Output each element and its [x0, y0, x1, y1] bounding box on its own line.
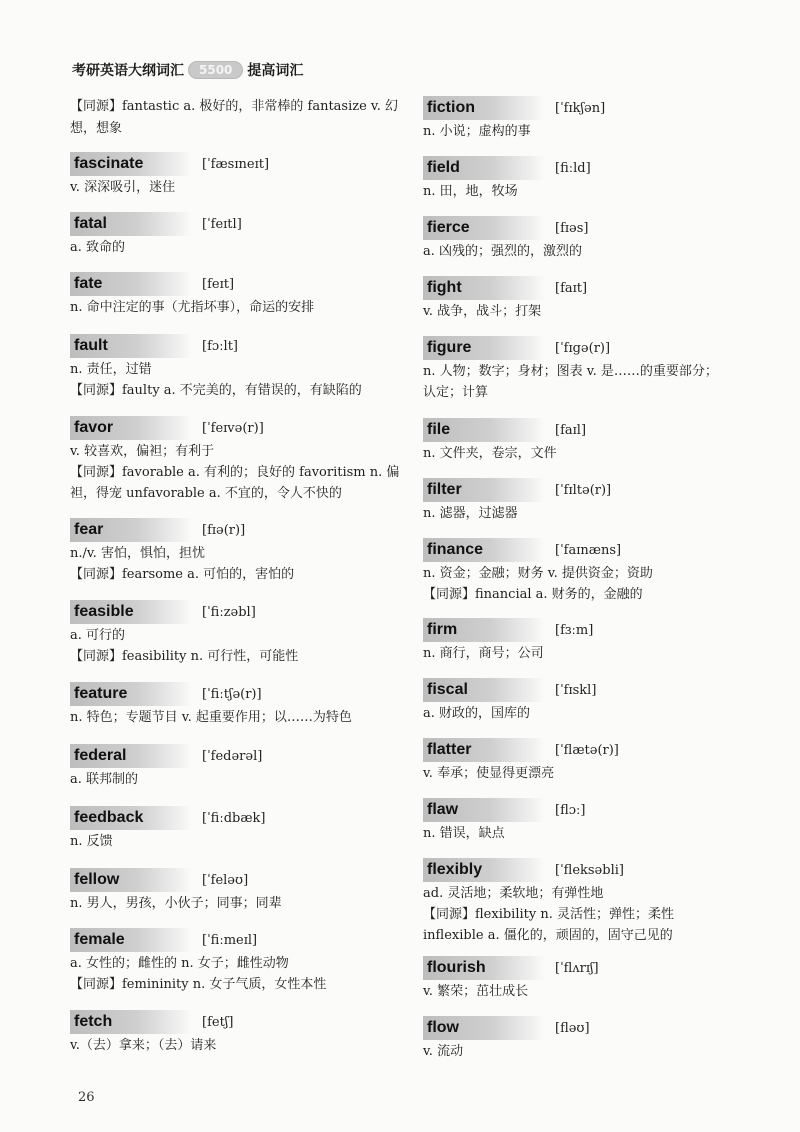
headword: fear	[70, 518, 192, 542]
related-words-line: 认定；计算	[423, 385, 489, 400]
vocab-entry	[423, 956, 758, 1002]
headword: fight	[423, 276, 545, 300]
pronunciation: [fetʃ]	[202, 1014, 234, 1030]
pronunciation: [fləʊ]	[555, 1020, 590, 1036]
definition-line: v. 奉承；使显得更漂亮	[423, 766, 555, 781]
headword-bar	[70, 682, 405, 706]
vocab-entry	[70, 600, 405, 667]
pronunciation: [fɪə(r)]	[202, 522, 246, 538]
headword: feature	[70, 682, 192, 706]
headword-bar	[70, 152, 405, 176]
related-words-line: 【同源】favorable a. 有利的；良好的 favoritism n. 偏	[70, 465, 400, 480]
headword: figure	[423, 336, 545, 360]
vocab-entry	[423, 538, 758, 605]
headword-bar	[423, 276, 758, 300]
definition-line: n. 责任，过错	[70, 362, 152, 377]
definition-line: n. 男人，男孩，小伙子；同事；同辈	[70, 896, 282, 911]
pronunciation: [ˈfleksəbli]	[555, 862, 624, 878]
pronunciation: [ˈflʌrɪʃ]	[555, 960, 599, 976]
headword-bar	[70, 744, 405, 768]
vocab-entry	[423, 738, 758, 784]
headword-bar	[70, 272, 405, 296]
headword-bar	[70, 806, 405, 830]
pronunciation: [ˈfeɪtl]	[202, 216, 242, 232]
headword: fascinate	[70, 152, 192, 176]
definition-line: n. 小说；虚构的事	[423, 124, 531, 139]
pronunciation: [feɪt]	[202, 276, 235, 292]
headword: federal	[70, 744, 192, 768]
headword: fatal	[70, 212, 192, 236]
definition-line: a. 凶残的；强烈的，激烈的	[423, 244, 583, 259]
headword: firm	[423, 618, 545, 642]
vocab-entry	[423, 276, 758, 322]
headword: fate	[70, 272, 192, 296]
vocab-entry	[70, 744, 405, 790]
vocab-entry	[70, 416, 405, 504]
headword-bar	[423, 216, 758, 240]
related-words-line: 【同源】flexibility n. 灵活性；弹性；柔性	[423, 907, 674, 922]
related-words-line: 【同源】femininity n. 女子气质，女性本性	[70, 977, 327, 992]
pronunciation: [ˈfɪltə(r)]	[555, 482, 612, 498]
related-words-line: 【同源】feasibility n. 可行性，可能性	[70, 649, 299, 664]
headword-bar	[423, 96, 758, 120]
vocab-entry	[70, 928, 405, 995]
vocab-entry	[70, 518, 405, 585]
vocab-entry	[423, 336, 758, 403]
pronunciation: [ˈfæsɪneɪt]	[202, 156, 270, 172]
headword-bar	[423, 798, 758, 822]
definition-line: n. 滤器，过滤器	[423, 506, 518, 521]
definition-line: a. 财政的，国库的	[423, 706, 531, 721]
headword: filter	[423, 478, 545, 502]
headword-bar	[423, 738, 758, 762]
headword-bar	[70, 416, 405, 440]
vocab-entry	[423, 478, 758, 524]
definition-line: v. 繁荣；茁壮成长	[423, 984, 529, 999]
headword-bar	[70, 600, 405, 624]
definition-line: n. 命中注定的事（尤指坏事），命运的安排	[70, 300, 315, 315]
pronunciation: [ˈfiːzəbl]	[202, 604, 256, 620]
headword-bar	[70, 518, 405, 542]
page-number: 26	[78, 1090, 95, 1105]
vocab-entry	[423, 798, 758, 844]
headword: flatter	[423, 738, 545, 762]
pronunciation: [ˈfedərəl]	[202, 748, 263, 764]
intro-line: 【同源】fantastic a. 极好的，非常棒的 fantasize v. 幻	[70, 99, 399, 114]
pronunciation: [fɜːm]	[555, 622, 594, 638]
related-words-line: 【同源】financial a. 财务的，金融的	[423, 587, 643, 602]
vocab-entry	[70, 1010, 405, 1056]
definition-line: a. 致命的	[70, 240, 126, 255]
vocab-entry	[423, 618, 758, 664]
vocab-entry	[423, 96, 758, 142]
pronunciation: [ˈfeɪvə(r)]	[202, 420, 264, 436]
definition-line: n. 反馈	[70, 834, 113, 849]
definition-line: n. 文件夹，卷宗，文件	[423, 446, 557, 461]
pronunciation: [ˈflætə(r)]	[555, 742, 619, 758]
pronunciation: [fɔːlt]	[202, 338, 238, 354]
related-words-line: 袒，得宠 unfavorable a. 不宜的，令人不快的	[70, 486, 342, 501]
pronunciation: [ˈfɪkʃən]	[555, 100, 606, 116]
definition-line: a. 联邦制的	[70, 772, 139, 787]
headword-bar	[423, 678, 758, 702]
headword: fiscal	[423, 678, 545, 702]
headword: flourish	[423, 956, 545, 980]
vocab-entry	[70, 212, 405, 258]
headword: female	[70, 928, 192, 952]
pronunciation: [flɔː]	[555, 802, 586, 818]
headword: flow	[423, 1016, 545, 1040]
intro-line: 想，想象	[70, 121, 123, 136]
headword: flexibly	[423, 858, 545, 882]
definition-line: n. 特色；专题节目 v. 起重要作用；以……为特色	[70, 710, 352, 725]
pronunciation: [ˈfeləʊ]	[202, 872, 249, 888]
vocab-entry	[70, 868, 405, 914]
pronunciation: [faɪl]	[555, 422, 587, 438]
vocab-entry	[70, 806, 405, 852]
headword-bar	[423, 1016, 758, 1040]
header-subtitle: 提高词汇	[247, 63, 304, 79]
definition-line: a. 可行的	[70, 628, 126, 643]
related-words-line: 【同源】fearsome a. 可怕的，害怕的	[70, 567, 295, 582]
header-badge: 5500	[188, 61, 243, 79]
headword: feasible	[70, 600, 192, 624]
headword-bar	[70, 212, 405, 236]
vocab-entry	[70, 334, 405, 401]
pronunciation: [faɪt]	[555, 280, 588, 296]
headword: fierce	[423, 216, 545, 240]
definition-line: v. 深深吸引，迷住	[70, 180, 176, 195]
definition-line: n. 田，地，牧场	[423, 184, 518, 199]
headword: flaw	[423, 798, 545, 822]
related-words-line: 【同源】faulty a. 不完美的，有错误的，有缺陷的	[70, 383, 362, 398]
definition-line: n. 人物；数字；身材；图表 v. 是……的重要部分；	[423, 364, 718, 379]
pronunciation: [fiːld]	[555, 160, 591, 176]
headword: fellow	[70, 868, 192, 892]
headword: finance	[423, 538, 545, 562]
running-header	[72, 60, 303, 80]
headword-bar	[423, 956, 758, 980]
header-title: 考研英语大纲词汇	[72, 63, 184, 79]
pronunciation: [ˈfɪskl]	[555, 682, 597, 698]
vocab-entry	[423, 1016, 758, 1062]
vocab-entry	[423, 678, 758, 724]
headword: file	[423, 418, 545, 442]
vocab-entry	[423, 156, 758, 202]
definition-line: ad. 灵活地；柔软地；有弹性地	[423, 886, 604, 901]
vocab-entry	[423, 858, 758, 946]
vocab-entry	[70, 272, 405, 318]
headword-bar	[423, 538, 758, 562]
headword-bar	[423, 336, 758, 360]
headword: feedback	[70, 806, 192, 830]
related-words-line: inflexible a. 僵化的，顽固的，固守己见的	[423, 928, 673, 943]
definition-line: v.（去）拿来；（去）请来	[70, 1038, 217, 1053]
headword-bar	[70, 334, 405, 358]
vocab-entry	[70, 682, 405, 728]
headword-bar	[423, 618, 758, 642]
headword-bar	[423, 858, 758, 882]
vocab-entry	[70, 152, 405, 198]
headword: field	[423, 156, 545, 180]
definition-line: n. 错误，缺点	[423, 826, 505, 841]
definition-line: v. 较喜欢，偏袒；有利于	[70, 444, 215, 459]
pronunciation: [ˈfiːtʃə(r)]	[202, 686, 262, 702]
headword-bar	[70, 868, 405, 892]
definition-line: n. 资金；金融；财务 v. 提供资金；资助	[423, 566, 653, 581]
pronunciation: [fɪəs]	[555, 220, 589, 236]
headword-bar	[423, 156, 758, 180]
headword-bar	[423, 478, 758, 502]
vocab-entry	[423, 216, 758, 262]
headword: favor	[70, 416, 192, 440]
pronunciation: [ˈfiːmeɪl]	[202, 932, 258, 948]
pronunciation: [ˈfɪgə(r)]	[555, 340, 611, 356]
headword-bar	[423, 418, 758, 442]
pronunciation: [ˈfaɪnæns]	[555, 542, 622, 558]
definition-line: n./v. 害怕，惧怕，担忧	[70, 546, 205, 561]
headword: fault	[70, 334, 192, 358]
vocab-entry	[423, 418, 758, 464]
definition-line: v. 战争，战斗；打架	[423, 304, 542, 319]
headword-bar	[70, 1010, 405, 1034]
definition-line: a. 女性的；雌性的 n. 女子；雌性动物	[70, 956, 289, 971]
pronunciation: [ˈfiːdbæk]	[202, 810, 266, 826]
definition-line: n. 商行，商号；公司	[423, 646, 544, 661]
headword: fiction	[423, 96, 545, 120]
headword-bar	[70, 928, 405, 952]
definition-line: v. 流动	[423, 1044, 464, 1059]
headword: fetch	[70, 1010, 192, 1034]
